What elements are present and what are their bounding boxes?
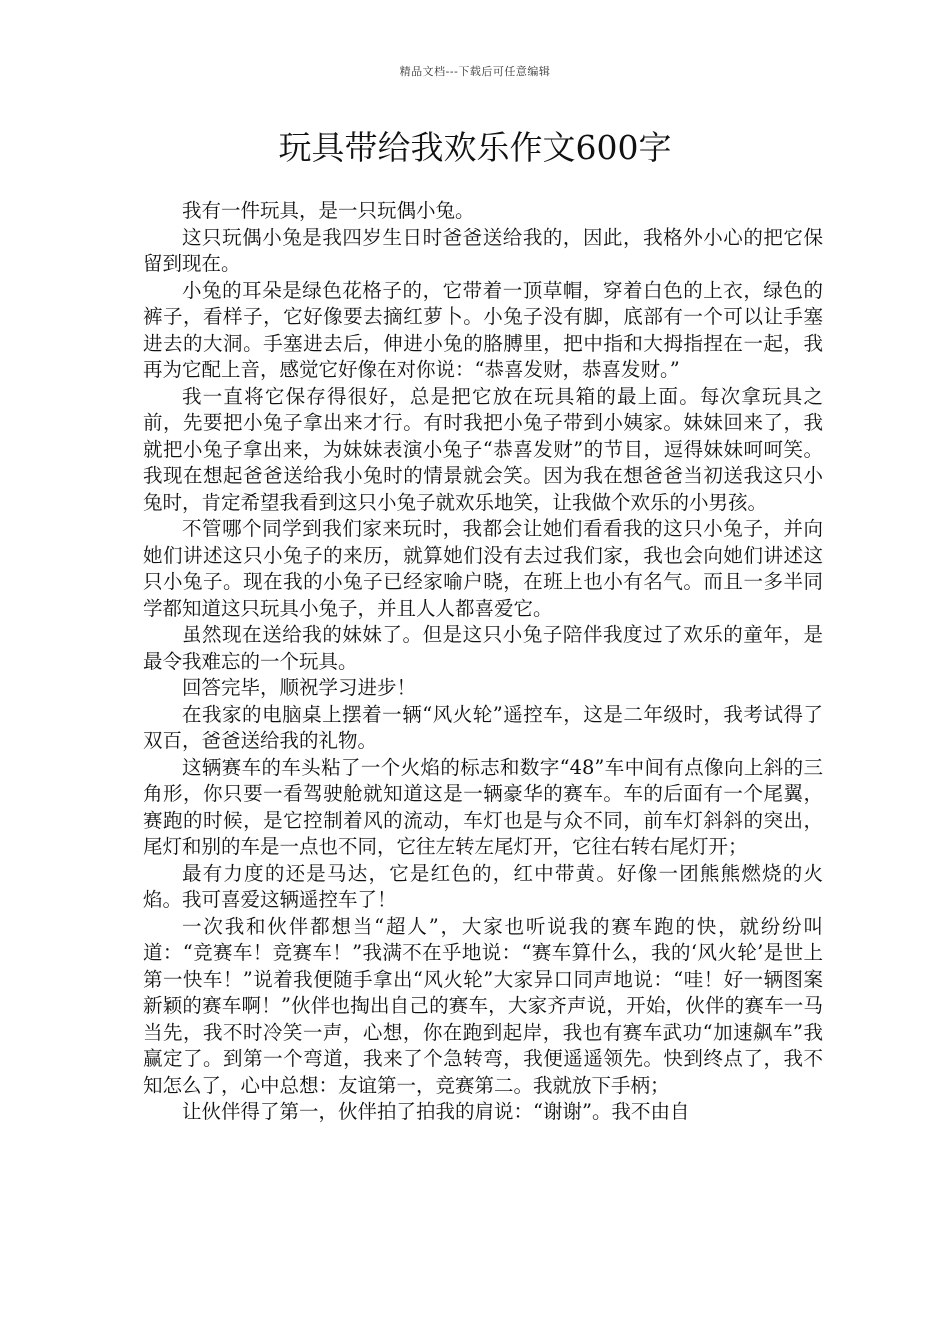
paragraph: 小兔的耳朵是绿色花格子的，它带着一顶草帽，穿着白色的上衣，绿色的裤子，看样子，它好像要去摘红萝卜。小兔子没有脚，底部有一个可以让手塞进去的大洞。手塞进去后，伸进小兔的胳膊里，把中指和大拇指捏在一起，我再为它配上音，感觉它好像在对你说：“恭喜发财，恭喜发财。”	[143, 278, 823, 381]
paragraph: 最有力度的还是马达，它是红色的，红中带黄。好像一团熊熊燃烧的火焰。我可喜爱这辆遥控车了！	[143, 861, 823, 911]
paragraph: 我一直将它保存得很好，总是把它放在玩具箱的最上面。每次拿玩具之前，先要把小兔子拿出来才行。有时我把小兔子带到小姨家。妹妹回来了，我就把小兔子拿出来，为妹妹表演小兔子“恭喜发财”的节目，逗得妹妹呵呵笑。我现在想起爸爸送给我小兔时的情景就会笑。因为我在想爸爸当初送我这只小兔时，肯定希望我看到这只小兔子就欢乐地笑，让我做个欢乐的小男孩。	[143, 384, 823, 514]
paragraph: 我有一件玩具，是一只玩偶小兔。	[182, 199, 475, 222]
paragraph: 这只玩偶小兔是我四岁生日时爸爸送给我的，因此，我格外小心的把它保留到现在。	[143, 225, 823, 275]
paragraph: 回答完毕，顺祝学习进步！	[182, 676, 417, 699]
paragraph: 让伙伴得了第一，伙伴拍了拍我的肩说：“谢谢”。我不由自	[182, 1100, 690, 1123]
page-header: 精品文档---下载后可任意编辑	[399, 65, 551, 78]
article-body	[143, 198, 823, 1126]
paragraph: 这辆赛车的车头粘了一个火焰的标志和数字“48”车中间有点像向上斜的三角形，你只要一看驾驶舱就知道这是一辆豪华的赛车。车的后面有一个尾翼，赛跑的时候，是它控制着风的流动，车灯也是与众不同，前车灯斜斜的突出，尾灯和别的车是一点也不同，它往左转左尾灯开，它往右转右尾灯开；	[143, 755, 823, 858]
document-title: 玩具带给我欢乐作文600字	[278, 128, 672, 167]
paragraph: 虽然现在送给我的妹妹了。但是这只小兔子陪伴我度过了欢乐的童年，是最令我难忘的一个玩具。	[143, 623, 823, 673]
paragraph: 在我家的电脑桌上摆着一辆“风火轮”遥控车，这是二年级时，我考试得了双百，爸爸送给我的礼物。	[143, 702, 823, 752]
paragraph: 一次我和伙伴都想当“超人”，大家也听说我的赛车跑的快，就纷纷叫道：“竞赛车！竞赛车！”我满不在乎地说：“赛车算什么，我的‘风火轮’是世上第一快车！”说着我便随手拿出“风火轮”大家异口同声地说：“哇！好一辆图案新颖的赛车啊！”伙伴也掏出自己的赛车，大家齐声说，开始，伙伴的赛车一马当先，我不时冷笑一声，心想，你在跑到起岸，我也有赛车武功“加速飙车”我赢定了。到第一个弯道，我来了个急转弯，我便遥遥领先。快到终点了，我不知怎么了，心中总想：友谊第一，竞赛第二。我就放下手柄；	[143, 914, 823, 1097]
paragraph: 不管哪个同学到我们家来玩时，我都会让她们看看我的这只小兔子，并向她们讲述这只小兔子的来历，就算她们没有去过我们家，我也会向她们讲述这只小兔子。现在我的小兔子已经家喻户晓，在班上也小有名气。而且一多半同学都知道这只玩具小兔子，并且人人都喜爱它。	[143, 517, 823, 620]
